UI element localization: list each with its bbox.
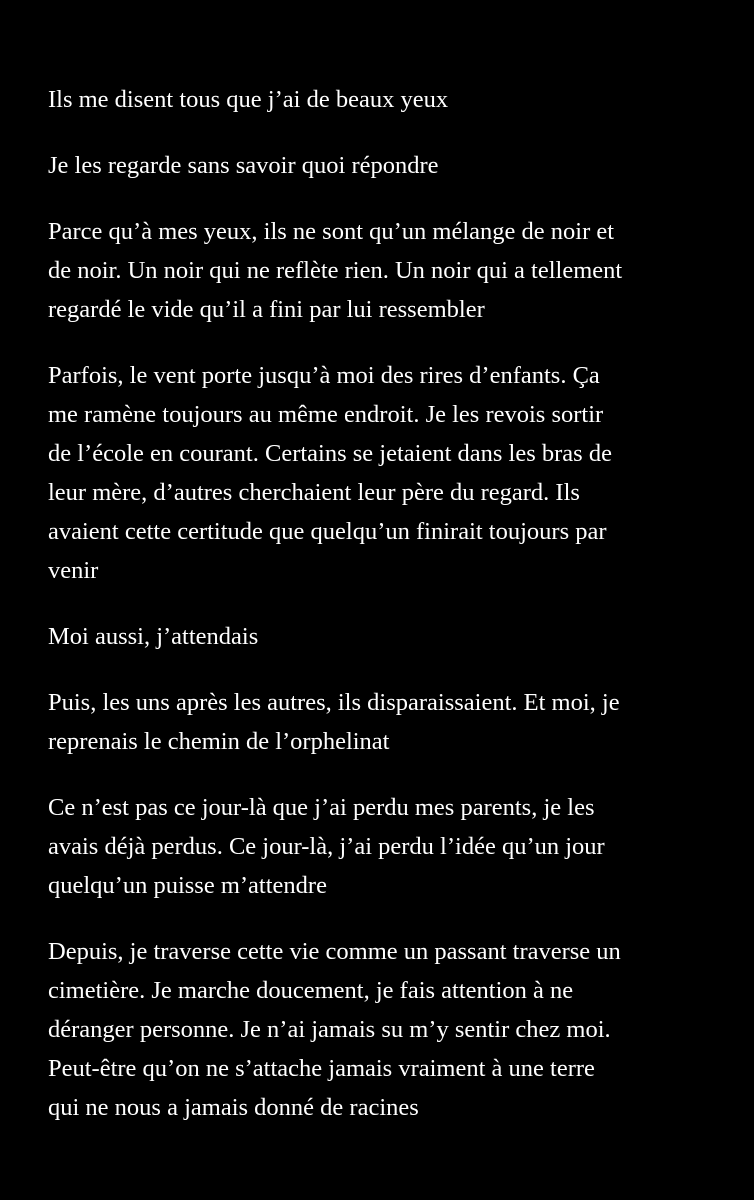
paragraph-3: Parce qu’à mes yeux, ils ne sont qu’un mélange de noir et de noir. Un noir qui ne reflète rien. Un noir qui a tellement regardé le vide qu’il a fini par lui ressembler	[48, 218, 623, 323]
paragraph-2: Je les regarde sans savoir quoi répondre	[48, 152, 439, 179]
paragraph-6: Puis, les uns après les autres, ils disparaissaient. Et moi, je reprenais le chemin de l’orphelinat	[48, 689, 620, 755]
paragraph-1: Ils me disent tous que j’ai de beaux yeux	[48, 86, 449, 113]
paragraph-7: Ce n’est pas ce jour-là que j’ai perdu mes parents, je les avais déjà perdus. Ce jour-là, j’ai perdu l’idée qu’un jour quelqu’un puisse m’attendre	[48, 794, 605, 899]
paragraph-5: Moi aussi, j’attendais	[48, 623, 259, 650]
paragraph-8: Depuis, je traverse cette vie comme un passant traverse un cimetière. Je marche doucement, je fais attention à ne déranger personne. Je n’ai jamais su m’y sentir chez moi. Peut-être qu’on ne s’attache jamais vraiment à une terre qui ne nous a jamais donné de racines	[48, 938, 621, 1121]
poem-text	[48, 80, 728, 1154]
paragraph-4: Parfois, le vent porte jusqu’à moi des rires d’enfants. Ça me ramène toujours au même endroit. Je les revois sortir de l’école en courant. Certains se jetaient dans les bras de leur mère, d’autres cherchaient leur père du regard. Ils avaient cette certitude que quelqu’un finirait toujours par venir	[48, 362, 612, 584]
